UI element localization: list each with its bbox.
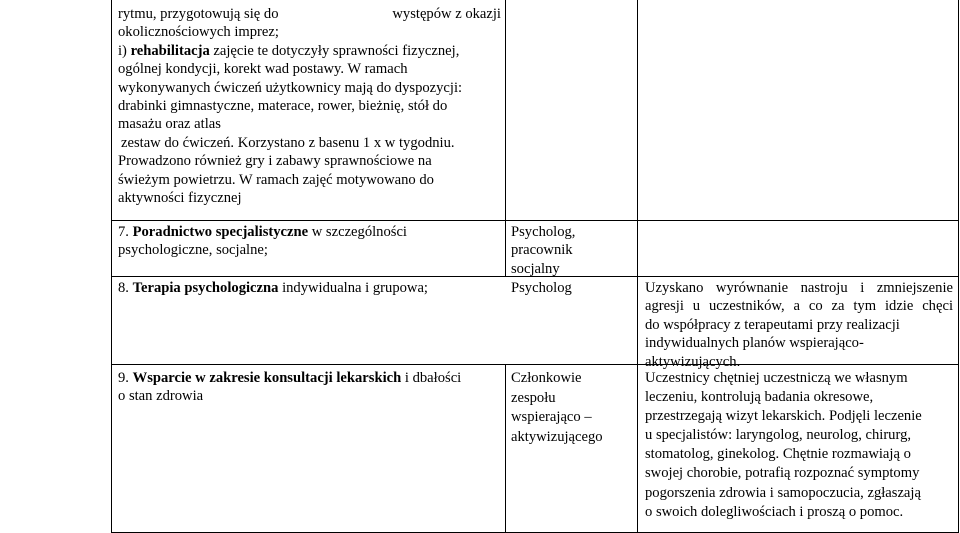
row9-staff-cell — [511, 369, 633, 447]
text-line: socjalny — [511, 260, 560, 277]
row9-result-cell — [645, 369, 953, 522]
text-line: u specjalistów: laryngolog, neurolog, chirurg, — [645, 427, 912, 444]
text-line: indywidualnych planów wspierająco- — [645, 335, 864, 352]
item-heading: rehabilitacja — [130, 42, 210, 59]
text-fragment: indywidualna i grupowa; — [278, 280, 428, 296]
text-line: przestrzegają wizyt lekarskich. Podjęli leczenie — [645, 408, 922, 425]
text-line — [118, 42, 501, 60]
text-line: Psycholog, — [511, 224, 576, 240]
text-line — [118, 279, 501, 297]
item-heading: Poradnictwo specjalistyczne — [132, 224, 309, 240]
row8-staff-cell — [511, 279, 633, 297]
text-line: drabinki gimnastyczne, materace, rower, bieżnię, stół do — [118, 98, 448, 115]
item-number: 9. — [118, 370, 133, 386]
row8-result-cell — [645, 279, 953, 371]
item-number: i) — [118, 42, 131, 59]
text-line: okolicznościowych imprez; — [118, 24, 279, 41]
text-line: aktywności fizycznej — [118, 190, 242, 207]
text-fragment: i dbałości — [401, 370, 462, 386]
text-line: pracownik — [511, 242, 573, 259]
text-line: Psycholog — [511, 280, 572, 296]
text-line: Uzyskano wyrównanie nastroju i zmniejszenie — [645, 280, 953, 296]
table-border-left — [111, 0, 112, 533]
text-fragment: w szczególności — [308, 224, 407, 240]
text-line: aktywizującego — [511, 428, 603, 445]
row-separator-1 — [111, 220, 959, 221]
text-line: wykonywanych ćwiczeń użytkownicy mają do dyspozycji: — [118, 79, 463, 96]
item-heading: Terapia psychologiczna — [132, 280, 279, 296]
text-line: Uczestnicy chętniej uczestniczą we własnym — [645, 370, 908, 386]
text-line: wspierająco – — [511, 409, 592, 425]
table-border-col2-lower — [505, 364, 506, 533]
text-line: o swoich dolegliwościach i proszą o pomoc. — [645, 503, 904, 520]
text-line: ogólnej kondycji, korekt wad postawy. W ramach — [118, 61, 408, 78]
row7-staff-cell — [511, 223, 633, 278]
table-border-col3 — [637, 0, 638, 533]
text-fragment: rytmu, przygotowują się do — [118, 6, 279, 22]
row7-activity-cell — [118, 223, 501, 260]
table-border-col2 — [505, 0, 506, 276]
text-line — [118, 223, 501, 241]
text-line: Prowadzono również gry i zabawy sprawnościowe na — [118, 153, 432, 170]
text-line: zespołu — [511, 389, 556, 406]
text-line — [118, 369, 501, 387]
item-number: 8. — [118, 280, 133, 296]
text-line: o stan zdrowia — [118, 388, 204, 405]
text-line: do współpracy z terapeutami przy realizacji — [645, 316, 900, 333]
activity-description-cell — [118, 5, 501, 207]
table-border-right — [958, 0, 959, 533]
text-fragment: występów z okazji — [392, 6, 501, 22]
text-line: świeżym powietrzu. W ramach zajęć motywowano do — [118, 171, 434, 188]
item-heading: Wsparcie w zakresie konsultacji lekarskich — [132, 370, 402, 386]
text-line: masażu oraz atlas — [118, 116, 221, 133]
text-line: Członkowie — [511, 370, 582, 386]
text-line: agresji u uczestników, a co za tym idzie chęci — [645, 298, 953, 315]
text-line: zestaw do ćwiczeń. Korzystano z basenu 1 x w tygodniu. — [121, 134, 455, 151]
item-number: 7. — [118, 224, 133, 240]
text-line: leczeniu, kontrolują badania okresowe, — [645, 389, 874, 406]
text-line: swojej chorobie, potrafią rozpoznać symptomy — [645, 465, 920, 482]
text-line — [118, 5, 501, 23]
text-fragment: zajęcie te dotyczyły sprawności fizycznej, — [209, 42, 460, 59]
text-line: psychologiczne, socjalne; — [118, 242, 268, 259]
row9-activity-cell — [118, 369, 501, 406]
text-line: aktywizujących. — [645, 353, 741, 370]
text-line: pogorszenia zdrowia i samopoczucia, zgłaszają — [645, 484, 921, 501]
row8-activity-cell — [118, 279, 501, 297]
text-line: stomatolog, ginekolog. Chętnie rozmawiają o — [645, 446, 911, 463]
